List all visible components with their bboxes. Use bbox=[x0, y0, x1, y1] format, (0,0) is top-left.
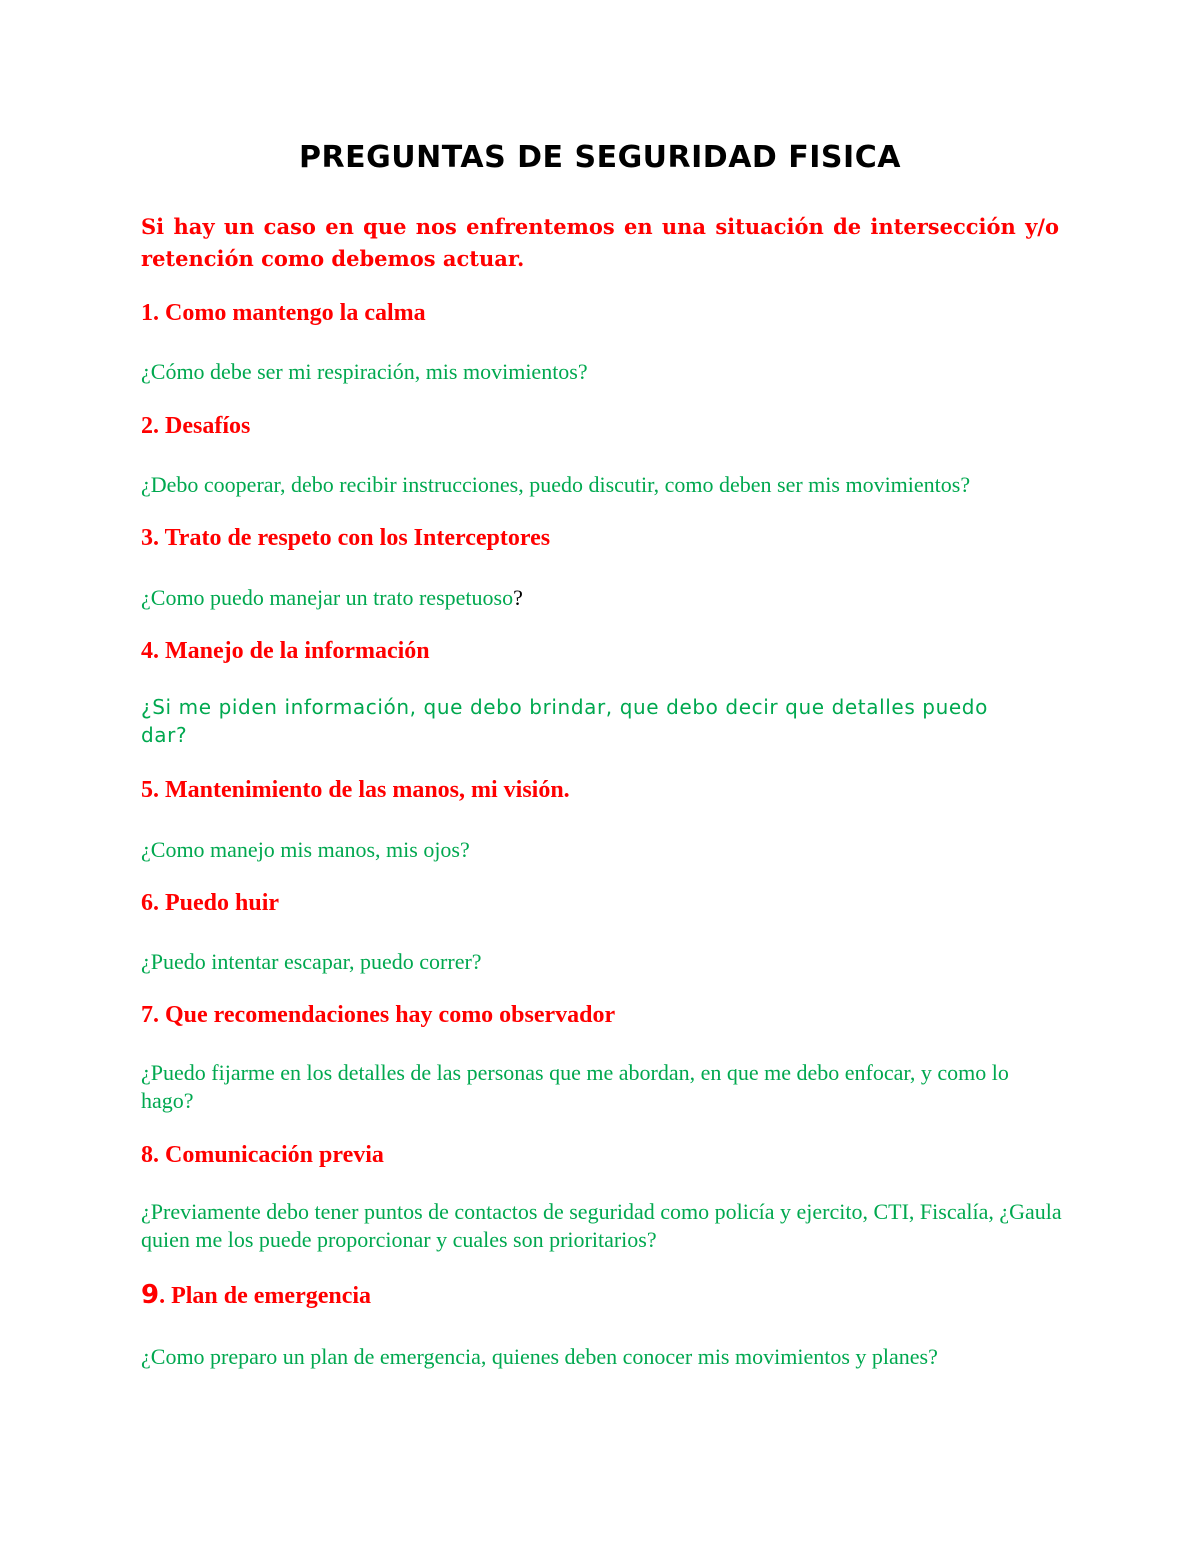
heading-7 bbox=[141, 1002, 615, 1029]
question-4: ¿Si me piden información, que debo brindar, que debo decir que detalles puedo dar? bbox=[141, 695, 988, 747]
heading-text: Manejo de la información bbox=[165, 638, 430, 664]
heading-4 bbox=[141, 638, 430, 665]
heading-6 bbox=[141, 890, 279, 917]
question-8: ¿Previamente debo tener puntos de contactos de seguridad como policía y ejercito, CTI, Fiscalía, ¿Gaula quien me los puede proporcionar y cuales son prioritarios? bbox=[141, 1199, 1062, 1252]
heading-number-suffix: . bbox=[159, 1283, 166, 1309]
heading-2 bbox=[141, 413, 250, 440]
question-7: ¿Puedo fijarme en los detalles de las personas que me abordan, en que me debo enfocar, y como lo hago? bbox=[141, 1060, 1009, 1113]
heading-number: 1. bbox=[141, 300, 159, 326]
document-title: PREGUNTAS DE SEGURIDAD FISICA bbox=[299, 140, 901, 175]
heading-text: Mantenimiento de las manos, mi visión. bbox=[165, 777, 570, 803]
heading-5 bbox=[141, 777, 570, 804]
heading-8 bbox=[141, 1142, 384, 1169]
heading-text: Como mantengo la calma bbox=[165, 300, 426, 326]
heading-text: Plan de emergencia bbox=[171, 1283, 372, 1309]
heading-number: 7. bbox=[141, 1002, 159, 1028]
question-3 bbox=[141, 584, 1071, 612]
heading-number: 2. bbox=[141, 413, 159, 439]
heading-text: Que recomendaciones hay como observador bbox=[165, 1002, 616, 1028]
heading-3 bbox=[141, 525, 550, 552]
heading-text: Desafíos bbox=[165, 413, 251, 439]
question-6: ¿Puedo intentar escapar, puedo correr? bbox=[141, 949, 482, 974]
heading-number: 4. bbox=[141, 638, 159, 664]
heading-text: Comunicación previa bbox=[165, 1142, 384, 1168]
question-5: ¿Como manejo mis manos, mis ojos? bbox=[141, 837, 470, 862]
heading-number: 5. bbox=[141, 777, 159, 803]
question-text: ¿Como puedo manejar un trato respetuoso bbox=[141, 585, 514, 610]
heading-9 bbox=[141, 1280, 371, 1310]
heading-number: 3. bbox=[141, 525, 159, 551]
question-2: ¿Debo cooperar, debo recibir instrucciones, puedo discutir, como deben ser mis movimientos? bbox=[141, 472, 971, 497]
heading-number: 6. bbox=[141, 890, 159, 916]
question-9: ¿Como preparo un plan de emergencia, quienes deben conocer mis movimientos y planes? bbox=[141, 1344, 938, 1369]
question-mark: ? bbox=[513, 585, 523, 610]
intro-paragraph: Si hay un caso en que nos enfrentemos en una situación de intersección y/o retención como debemos actuar. bbox=[141, 214, 1059, 271]
heading-number: 8. bbox=[141, 1142, 159, 1168]
heading-1 bbox=[141, 300, 426, 327]
question-1: ¿Cómo debe ser mi respiración, mis movimientos? bbox=[141, 359, 588, 384]
heading-number: 9 bbox=[141, 1280, 160, 1310]
heading-text: Puedo huir bbox=[165, 890, 280, 916]
heading-text: Trato de respeto con los Interceptores bbox=[164, 525, 551, 551]
